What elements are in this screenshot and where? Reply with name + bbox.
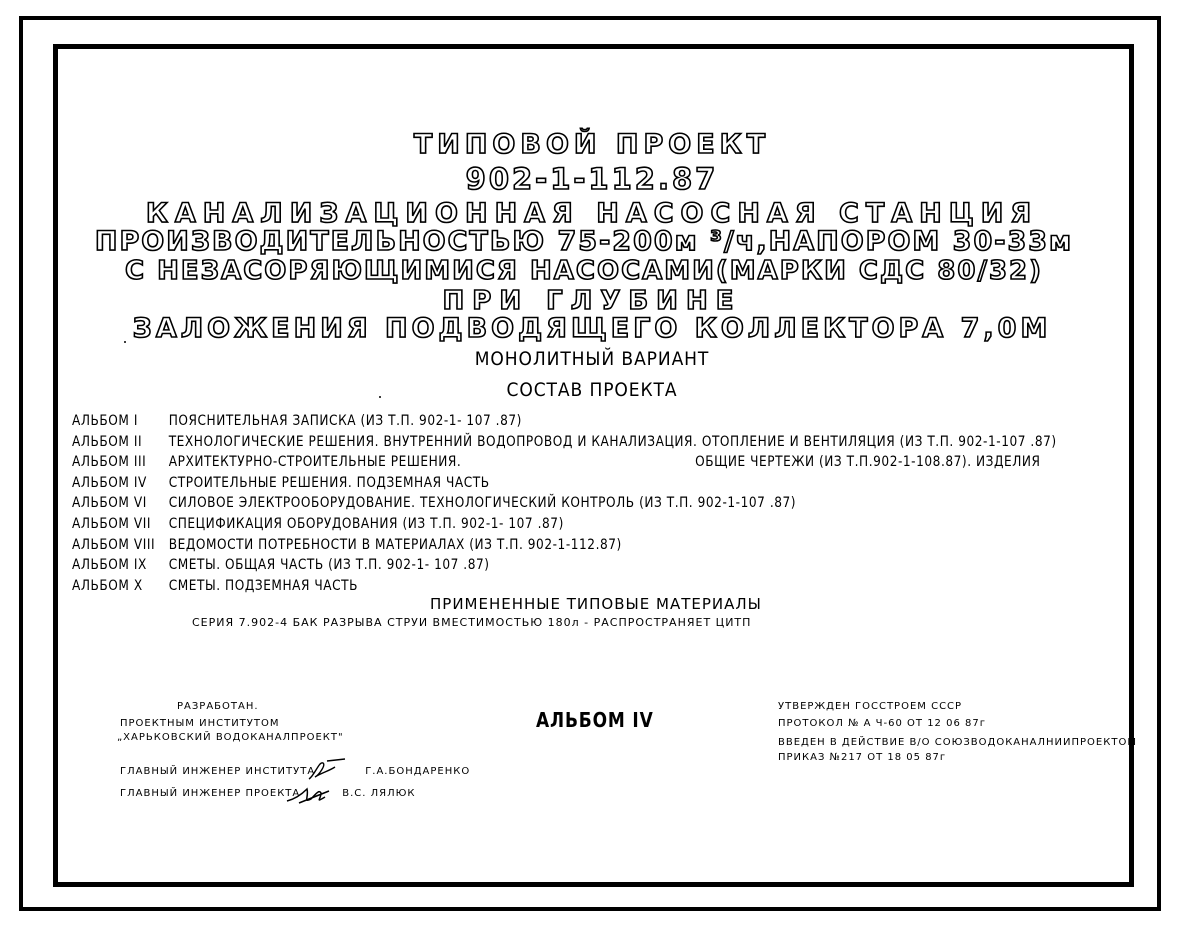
album-row (72, 537, 1058, 558)
speck (124, 341, 126, 343)
series-line: СЕРИЯ 7.902-4 БАК РАЗРЫВА СТРУИ ВМЕСТИМОСТЬЮ 180л - РАСПРОСТРАНЯЕТ ЦИТП (192, 616, 752, 629)
approval-line3: ВВЕДЕН В ДЕЙСТВИЕ В/О СОЮЗВОДОКАНАЛНИИПРОЕКТОМ (778, 737, 1137, 748)
approval-line1: УТВЕРЖДЕН ГОССТРОЕМ СССР (778, 701, 963, 712)
album-text: АРХИТЕКТУРНО-СТРОИТЕЛЬНЫЕ РЕШЕНИЯ. (168, 454, 462, 471)
album-label: АЛЬБОМ VI (72, 495, 147, 512)
album-text: ВЕДОМОСТИ ПОТРЕБНОСТИ В МАТЕРИАЛАХ (ИЗ Т.П. 902-1-112.87) (168, 536, 622, 553)
album-text: СТРОИТЕЛЬНЫЕ РЕШЕНИЯ. ПОДЗЕМНАЯ ЧАСТЬ (168, 474, 490, 491)
album-label: АЛЬБОМ IV (72, 474, 147, 491)
developer-org-line2: „ХАРЬКОВСКИЙ ВОДОКАНАЛПРОЕКТ" (117, 732, 344, 743)
album-row (72, 475, 1058, 496)
title-line-1: ТИПОВОЙ ПРОЕКТ (413, 129, 771, 160)
developer-org-line1: ПРОЕКТНЫМ ИНСТИТУТОМ (120, 718, 280, 729)
title-line-2: 902-1-112.87 (465, 162, 719, 196)
album-text: ПОЯСНИТЕЛЬНАЯ ЗАПИСКА (ИЗ Т.П. 902-1- 107 .87) (168, 413, 522, 429)
album-row (72, 454, 1058, 475)
album-label: АЛЬБОМ I (72, 413, 138, 429)
chief-engineer-institute-name: Г.А.БОНДАРЕНКО (365, 766, 471, 777)
subtitle: МОНОЛИТНЫЙ ВАРИАНТ (474, 348, 710, 370)
speck (379, 396, 381, 398)
album-text: СПЕЦИФИКАЦИЯ ОБОРУДОВАНИЯ (ИЗ Т.П. 902-1- 107 .87) (168, 515, 564, 532)
album-text: ТЕХНОЛОГИЧЕСКИЕ РЕШЕНИЯ. ВНУТРЕННИЙ ВОДОПРОВОД И КАНАЛИЗАЦИЯ. ОТОПЛЕНИЕ И ВЕНТИЛЯЦИЯ (ИЗ Т.П. 902-1-107 .87) (168, 433, 1057, 450)
album-label: АЛЬБОМ IX (72, 557, 147, 574)
album-row (72, 557, 1058, 578)
title-line-3: КАНАЛИЗАЦИОННАЯ НАСОСНАЯ СТАНЦИЯ (145, 198, 1039, 229)
album-label: АЛЬБОМ X (72, 577, 143, 594)
album-row (72, 434, 1058, 455)
album-label: АЛЬБОМ II (72, 433, 143, 450)
album-list (72, 413, 1132, 598)
chief-engineer-institute (120, 766, 470, 777)
approval-line2: ПРОТОКОЛ № А Ч-60 ОТ 12 06 87г (778, 718, 986, 729)
album-row (72, 516, 1058, 537)
title-line-7: ЗАЛОЖЕНИЯ ПОДВОДЯЩЕГО КОЛЛЕКТОРА 7,0М (132, 313, 1052, 344)
title-line-5: С НЕЗАСОРЯЮЩИМИСЯ НАСОСАМИ(МАРКИ СДС 80/32) (124, 256, 1044, 286)
album-badge: АЛЬБОМ IV (536, 708, 654, 732)
approval-line4: ПРИКАЗ №217 ОТ 18 05 87г (778, 752, 947, 763)
album-label: АЛЬБОМ VII (72, 515, 151, 532)
signature-2-icon (285, 783, 333, 807)
chief-engineer-project (120, 788, 416, 799)
title-line-6: ПРИ ГЛУБИНЕ (442, 286, 742, 316)
signature-1-icon (305, 757, 349, 783)
chief-engineer-project-name: В.С. ЛЯЛЮК (342, 788, 416, 799)
title-line-4: ПРОИЗВОДИТЕЛЬНОСТЬЮ 75-200м ³/ч,НАПОРОМ 30-33м (94, 226, 1074, 257)
album-text-right: ОБЩИЕ ЧЕРТЕЖИ (ИЗ Т.П.902-1-108.87). ИЗДЕЛИЯ (695, 454, 1041, 471)
contents-heading: СОСТАВ ПРОЕКТА (506, 379, 678, 401)
album-text: СИЛОВОЕ ЭЛЕКТРООБОРУДОВАНИЕ. ТЕХНОЛОГИЧЕСКИЙ КОНТРОЛЬ (ИЗ Т.П. 902-1-107 .87) (168, 495, 797, 512)
chief-engineer-project-role: ГЛАВНЫЙ ИНЖЕНЕР ПРОЕКТА (120, 788, 301, 799)
album-text: СМЕТЫ. ОБЩАЯ ЧАСТЬ (ИЗ Т.П. 902-1- 107 .87) (168, 557, 490, 574)
album-label: АЛЬБОМ III (72, 454, 147, 471)
applied-materials-title: ПРИМЕНЕННЫЕ ТИПОВЫЕ МАТЕРИАЛЫ (430, 595, 762, 613)
album-row (72, 413, 1058, 434)
album-label: АЛЬБОМ VIII (72, 536, 156, 553)
chief-engineer-institute-role: ГЛАВНЫЙ ИНЖЕНЕР ИНСТИТУТА (120, 766, 316, 777)
album-row (72, 495, 1058, 516)
developer-title: РАЗРАБОТАН. (177, 701, 259, 712)
album-text: СМЕТЫ. ПОДЗЕМНАЯ ЧАСТЬ (168, 577, 359, 594)
